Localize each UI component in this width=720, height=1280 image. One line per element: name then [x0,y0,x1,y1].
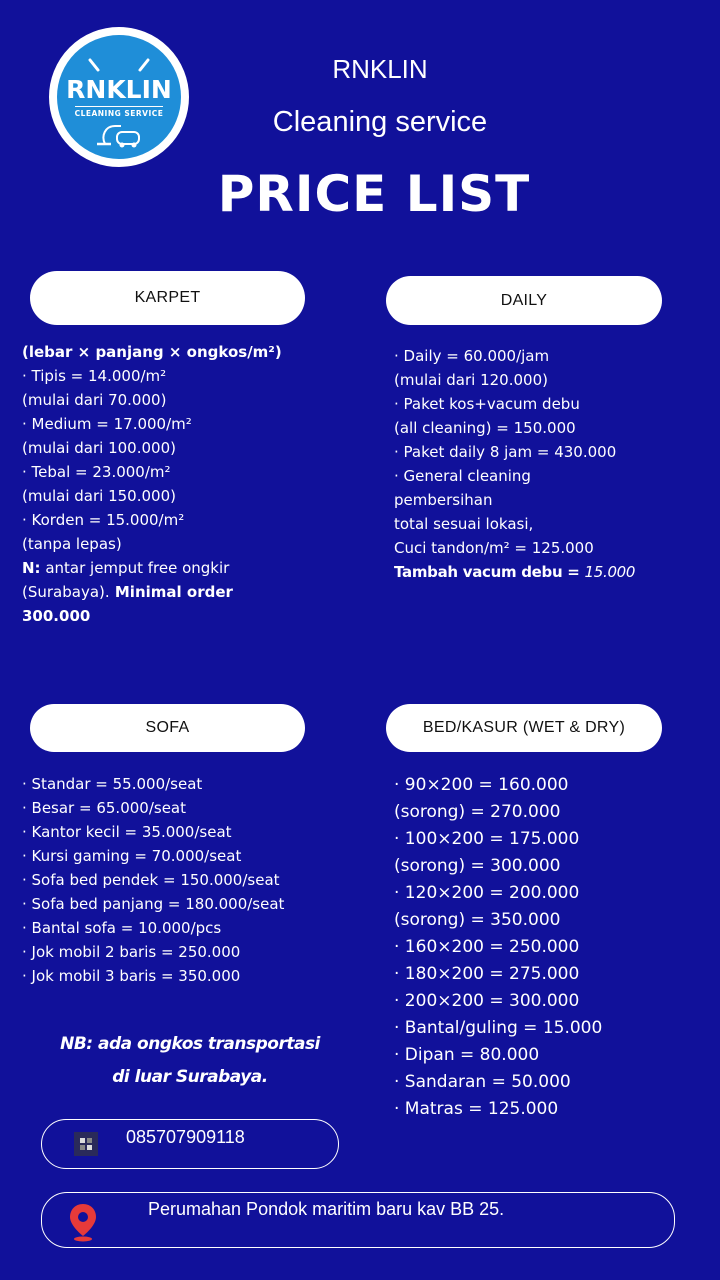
list-item: · 180×200 = 275.000 [394,964,580,984]
note-minimal: Minimal order [109,583,233,601]
list-item: (tanpa lepas) [22,535,122,553]
list-item: (sorong) = 300.000 [394,856,561,876]
list-item: (sorong) = 350.000 [394,910,561,930]
list-item: · General cleaning [394,467,531,485]
daily-extra-label: Tambah vacum debu = [394,563,585,581]
note-prefix: N: [22,559,41,577]
location-pin-icon [68,1202,98,1242]
list-item: · Bantal/guling = 15.000 [394,1018,603,1038]
list-item: (all cleaning) = 150.000 [394,419,576,437]
brand-name: RNKLIN [332,54,428,84]
daily-list [394,344,635,584]
list-item: · Jok mobil 3 baris = 350.000 [22,967,241,985]
daily-extra [394,560,635,584]
list-item: · Matras = 125.000 [394,1099,559,1119]
list-item: · Kursi gaming = 70.000/seat [22,847,242,865]
logo-subtitle: CLEANING SERVICE [75,106,164,118]
karpet-formula: (lebar × panjang × ongkos/m²) [22,343,282,361]
note-text: antar jemput free ongkir [40,559,230,577]
list-item: (mulai dari 150.000) [22,487,176,505]
list-item: · Paket kos+vacum debu [394,395,580,413]
transport-note-line1: NB: ada ongkos transportasi [60,1034,320,1054]
section-label-bed: BED/KASUR (WET & DRY) [386,704,662,752]
daily-extra-value: 15.000 [584,563,636,581]
logo [49,27,189,167]
logo-name: RNKLIN [66,75,172,104]
address-box [41,1192,675,1248]
phone-box[interactable] [41,1119,339,1169]
page-title: PRICE LIST [217,165,531,223]
list-item: · 120×200 = 200.000 [394,883,580,903]
list-item: · Paket daily 8 jam = 430.000 [394,443,617,461]
list-item: (sorong) = 270.000 [394,802,561,822]
logo-sparkle-icon [52,30,186,164]
list-item: · Dipan = 80.000 [394,1045,540,1065]
sofa-list [22,772,284,988]
list-item: · 200×200 = 300.000 [394,991,580,1011]
list-item: · Daily = 60.000/jam [394,347,550,365]
list-item: pembersihan [394,491,493,509]
transport-note-line2: di luar Surabaya. [112,1067,268,1087]
list-item: · Sofa bed pendek = 150.000/seat [22,871,280,889]
list-item: · Tipis = 14.000/m² [22,367,167,385]
address-text: Perumahan Pondok maritim baru kav BB 25. [148,1199,505,1219]
list-item: · Tebal = 23.000/m² [22,463,171,481]
section-label-karpet: KARPET [30,271,305,325]
brand-tagline: Cleaning service [272,106,488,138]
list-item: · 160×200 = 250.000 [394,937,580,957]
list-item: · Korden = 15.000/m² [22,511,185,529]
karpet-list [22,340,282,628]
list-item: (mulai dari 120.000) [394,371,548,389]
list-item: · Sandaran = 50.000 [394,1072,571,1092]
list-item: · Medium = 17.000/m² [22,415,192,433]
list-item: (mulai dari 70.000) [22,391,167,409]
list-item: · Sofa bed panjang = 180.000/seat [22,895,285,913]
bed-list [394,772,602,1123]
list-item: total sesuai lokasi, [394,515,534,533]
list-item: · Kantor kecil = 35.000/seat [22,823,232,841]
karpet-note-1 [22,556,282,580]
list-item: · Standar = 55.000/seat [22,775,203,793]
transport-note [30,1028,350,1094]
karpet-note-2 [22,580,282,604]
list-item: · Besar = 65.000/seat [22,799,186,817]
section-label-sofa: SOFA [30,704,305,752]
note-minimal-value: 300.000 [22,607,91,625]
list-item: · 90×200 = 160.000 [394,775,569,795]
qr-icon [74,1132,98,1156]
note-city: (Surabaya). [22,583,110,601]
list-item: · Bantal sofa = 10.000/pcs [22,919,222,937]
list-item: · 100×200 = 175.000 [394,829,580,849]
phone-number[interactable]: 085707909118 [126,1127,245,1147]
list-item: (mulai dari 100.000) [22,439,176,457]
list-item: · Jok mobil 2 baris = 250.000 [22,943,241,961]
list-item: Cuci tandon/m² = 125.000 [394,539,594,557]
section-label-daily: DAILY [386,276,662,325]
